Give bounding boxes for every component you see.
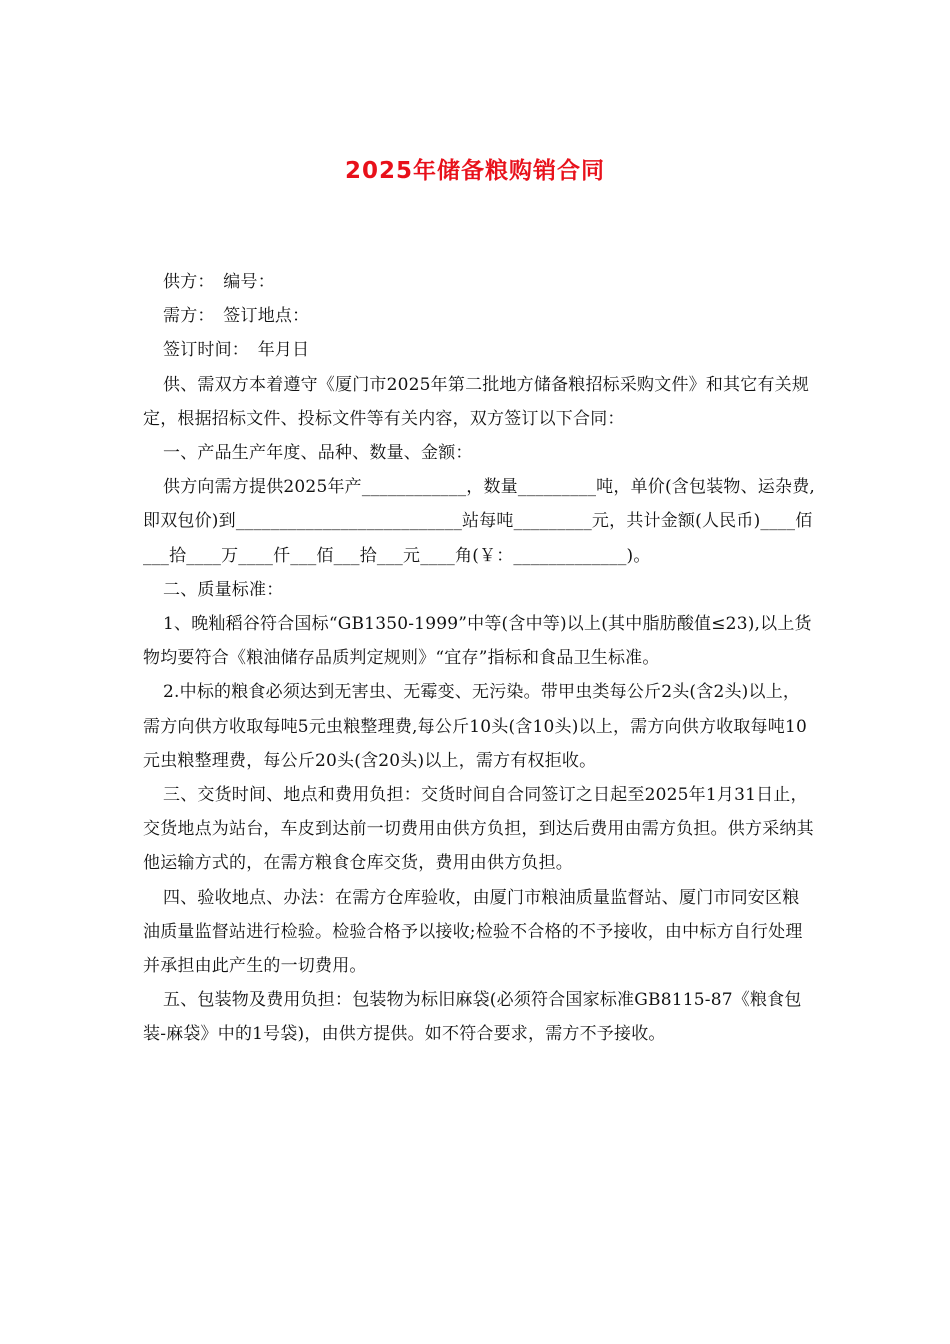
section-heading-2: 二、质量标准： <box>163 579 284 600</box>
header-field-date: 签订时间： 年月日 <box>163 340 310 361</box>
paragraph-packaging: 五、包装物及费用负担：包装物为标旧麻袋(必须符合国家标准GB8115-87《粮食包装-麻袋》中的1号袋)，由供方提供。如不符合要求，需方不予接收。 <box>143 990 802 1045</box>
paragraph-inspection: 四、验收地点、办法：在需方仓库验收，由厦门市粮油质量监督站、厦门市同安区粮油质量监督站进行检验。检验合格予以接收;检验不合格的不予接收，由中标方自行处理并承担由此产生的一切费用。 <box>143 887 803 977</box>
document-body <box>143 265 815 1052</box>
paragraph-delivery: 三、交货时间、地点和费用负担：交货时间自合同签订之日起至2025年1月31日止，交货地点为站台，车皮到达前一切费用由供方负担，到达后费用由需方负担。供方采纳其他运输方式的，在需方粮食仓库交货，费用由供方负担。 <box>143 785 814 874</box>
header-field-supplier: 供方： 编号： <box>163 272 275 292</box>
paragraph-quality-2: 2.中标的粮食必须达到无害虫、无霉变、无污染。带甲虫类每公斤2头(含2头)以上，需方向供方收取每吨5元虫粮整理费,每公斤10头(含10头)以上，需方向供方收取每吨10元虫粮整理费，每公斤20头(含20头)以上，需方有权拒收。 <box>143 682 807 771</box>
paragraph-quality-1: 1、晚籼稻谷符合国标“GB1350-1999”中等(含中等)以上(其中脂肪酸值≤23),以上货物均要符合《粮油储存品质判定规则》“宜存”指标和食品卫生标准。 <box>143 614 812 669</box>
header-field-buyer: 需方： 签订地点： <box>163 306 310 327</box>
document-title: 2025年储备粮购销合同 <box>344 158 605 184</box>
paragraph-quantity-price: 供方向需方提供2025年产____________，数量_________吨，单价(含包装物、运杂费,即双包价)到__________________________站每吨_________元，共计金额(人民币)____佰___拾____万____仟___佰___拾___元____角(￥：_____________)。 <box>143 477 815 566</box>
paragraph-preamble: 供、需双方本着遵守《厦门市2025年第二批地方储备粮招标采购文件》和其它有关规定，根据招标文件、投标文件等有关内容，双方签订以下合同： <box>143 374 810 429</box>
section-heading-1: 一、产品生产年度、品种、数量、金额： <box>163 443 473 464</box>
